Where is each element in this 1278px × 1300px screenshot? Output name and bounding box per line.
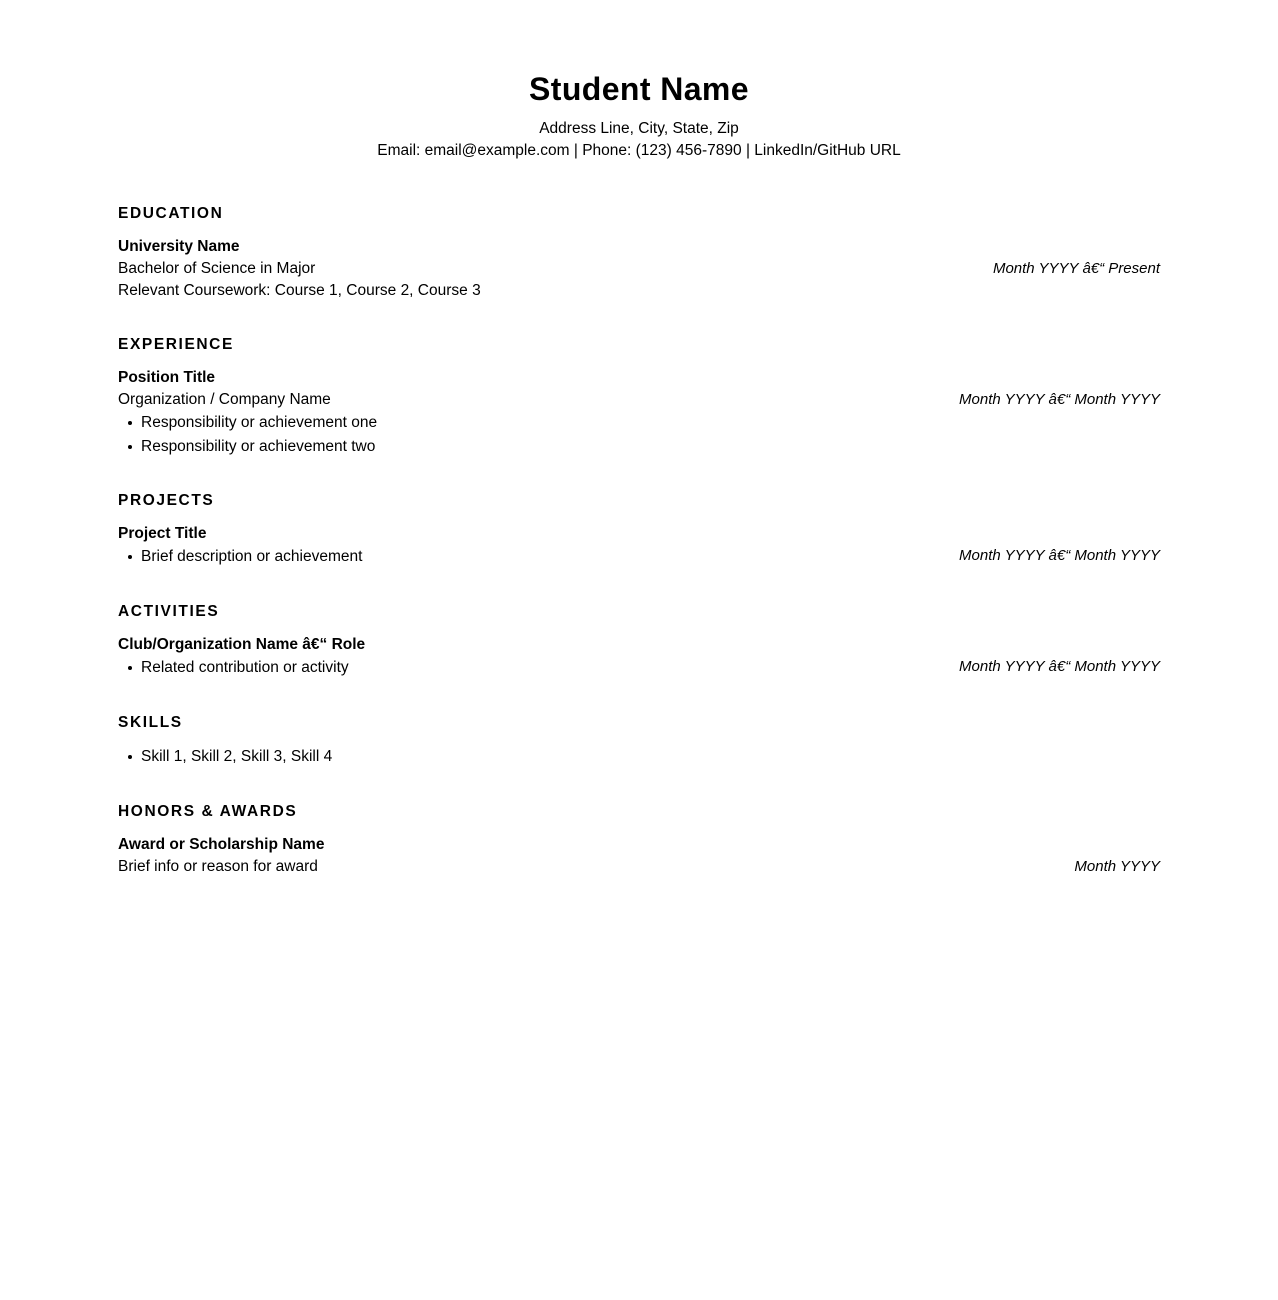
education-coursework: Relevant Coursework: Course 1, Course 2, Course 3 — [118, 281, 481, 299]
section-experience — [118, 336, 1160, 458]
list-item: Responsibility or achievement two — [118, 435, 908, 459]
education-degree: Bachelor of Science in Major — [118, 259, 316, 277]
skills-entry — [118, 745, 1160, 769]
education-institution: University Name — [118, 237, 240, 255]
section-heading-experience: EXPERIENCE — [118, 335, 234, 353]
resume-body — [0, 205, 1278, 878]
activity-organization-role: Club/Organization Name â€“ Role — [118, 636, 366, 654]
contact-line: Email: email@example.com | Phone: (123) 456-7890 | LinkedIn/GitHub URL — [377, 142, 901, 160]
section-honors-awards — [118, 803, 1160, 878]
projects-entry — [118, 523, 1160, 569]
activities-entry — [118, 634, 1160, 680]
honors-entry — [118, 834, 1160, 878]
project-title: Project Title — [118, 525, 207, 543]
list-item: Brief description or achievement — [118, 545, 908, 569]
section-projects — [118, 492, 1160, 569]
experience-date: Month YYYY â€“ Month YYYY — [959, 390, 1160, 408]
page-title: Student Name — [529, 71, 749, 107]
experience-bullet-list — [118, 411, 908, 458]
section-education — [118, 205, 1160, 302]
list-item: Skill 1, Skill 2, Skill 3, Skill 4 — [118, 745, 1160, 769]
project-date: Month YYYY â€“ Month YYYY — [959, 547, 1160, 565]
section-heading-education: EDUCATION — [118, 204, 224, 222]
section-heading-skills: SKILLS — [118, 713, 183, 731]
section-skills — [118, 714, 1160, 769]
section-heading-honors-awards: HONORS & AWARDS — [118, 802, 298, 820]
resume-header — [0, 0, 1278, 163]
education-date: Month YYYY â€“ Present — [992, 259, 1160, 277]
activity-date: Month YYYY â€“ Month YYYY — [959, 658, 1160, 676]
section-activities — [118, 603, 1160, 680]
experience-entry-main — [118, 367, 908, 458]
education-entry — [118, 236, 1160, 302]
list-item: Related contribution or activity — [118, 656, 908, 680]
list-item: Responsibility or achievement one — [118, 411, 908, 435]
experience-entry — [118, 367, 1160, 458]
section-heading-projects: PROJECTS — [118, 492, 215, 510]
award-description: Brief info or reason for award — [118, 857, 318, 875]
section-heading-activities: ACTIVITIES — [118, 603, 220, 621]
address-line: Address Line, City, State, Zip — [539, 119, 739, 137]
experience-position-title: Position Title — [118, 368, 216, 386]
award-name: Award or Scholarship Name — [118, 835, 325, 853]
skills-bullet-list — [118, 745, 1160, 769]
award-date: Month YYYY — [1074, 857, 1160, 875]
experience-organization: Organization / Company Name — [118, 390, 331, 408]
